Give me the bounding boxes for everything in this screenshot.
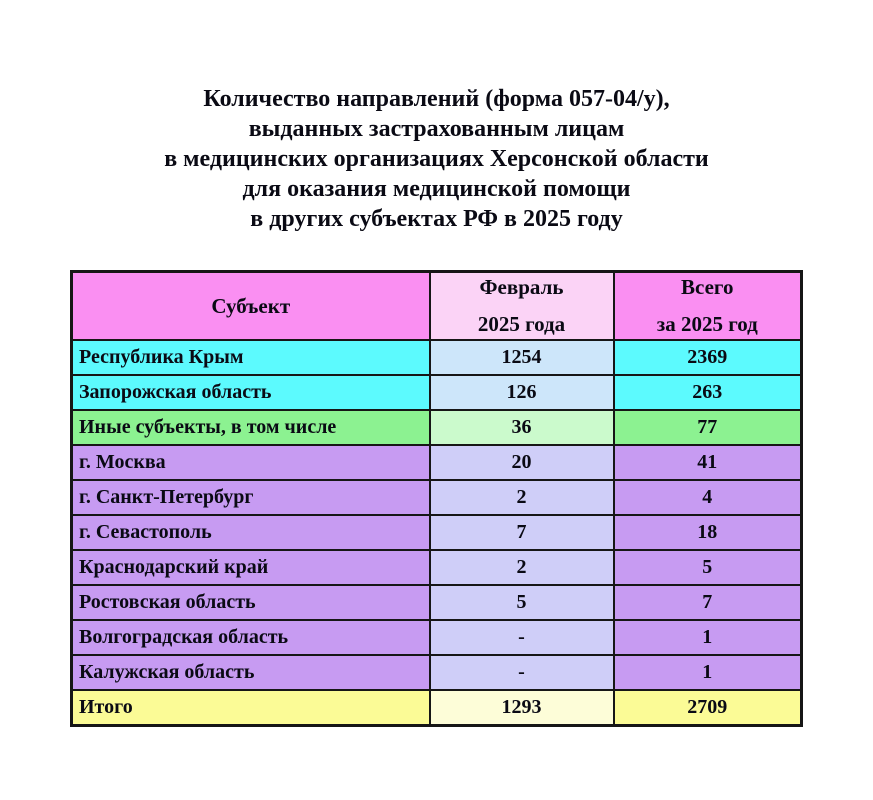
february-value-cell: 7 — [430, 515, 614, 550]
table-row — [72, 445, 802, 480]
referrals-table — [70, 270, 803, 727]
february-value-cell: 1254 — [430, 340, 614, 375]
total-value-cell: 2709 — [614, 690, 802, 726]
row-label-cell: Итого — [72, 690, 430, 726]
table-row — [72, 375, 802, 410]
title-line-2: выданных застрахованным лицам — [248, 116, 625, 142]
total-value-cell: 18 — [614, 515, 802, 550]
total-value-cell: 2369 — [614, 340, 802, 375]
row-label-cell: Республика Крым — [72, 340, 430, 375]
title-line-4: для оказания медицинской помощи — [242, 176, 631, 202]
header-cell-subject — [72, 272, 430, 341]
total-value-cell: 1 — [614, 620, 802, 655]
total-value-cell: 41 — [614, 445, 802, 480]
february-value-cell: 36 — [430, 410, 614, 445]
header-february-line1: Февраль — [479, 275, 564, 299]
february-value-cell: 5 — [430, 585, 614, 620]
table-row — [72, 620, 802, 655]
row-label-cell: Краснодарский край — [72, 550, 430, 585]
table-row — [72, 550, 802, 585]
row-label-cell: Запорожская область — [72, 375, 430, 410]
total-value-cell: 4 — [614, 480, 802, 515]
title-line-1: Количество направлений (форма 057-04/у), — [203, 86, 670, 112]
row-label-cell: г. Севастополь — [72, 515, 430, 550]
total-value-cell: 263 — [614, 375, 802, 410]
title-line-3: в медицинских организациях Херсонской области — [164, 146, 709, 172]
total-value-cell: 1 — [614, 655, 802, 690]
row-label-cell: г. Санкт-Петербург — [72, 480, 430, 515]
total-value-cell: 7 — [614, 585, 802, 620]
table-row — [72, 480, 802, 515]
february-value-cell: 20 — [430, 445, 614, 480]
february-value-cell: 2 — [430, 480, 614, 515]
row-label-cell: Калужская область — [72, 655, 430, 690]
header-subject-label: Субъект — [211, 293, 291, 318]
header-february-line2: 2025 года — [477, 312, 566, 336]
table-row — [72, 585, 802, 620]
table-row — [72, 655, 802, 690]
february-value-cell: - — [430, 620, 614, 655]
row-label-cell: г. Москва — [72, 445, 430, 480]
table-row — [72, 515, 802, 550]
page-title — [0, 84, 873, 234]
february-value-cell: 2 — [430, 550, 614, 585]
february-value-cell: 1293 — [430, 690, 614, 726]
title-line-5: в других субъектах РФ в 2025 году — [250, 206, 623, 232]
table-row — [72, 690, 802, 726]
table-row — [72, 410, 802, 445]
february-value-cell: - — [430, 655, 614, 690]
row-label-cell: Волгоградская область — [72, 620, 430, 655]
february-value-cell: 126 — [430, 375, 614, 410]
total-value-cell: 5 — [614, 550, 802, 585]
header-total-line2: за 2025 год — [656, 312, 758, 336]
table-header-row — [72, 272, 802, 341]
table-row — [72, 340, 802, 375]
total-value-cell: 77 — [614, 410, 802, 445]
header-cell-february — [430, 272, 614, 341]
header-cell-total — [614, 272, 802, 341]
row-label-cell: Ростовская область — [72, 585, 430, 620]
row-label-cell: Иные субъекты, в том числе — [72, 410, 430, 445]
header-total-line1: Всего — [681, 275, 734, 299]
